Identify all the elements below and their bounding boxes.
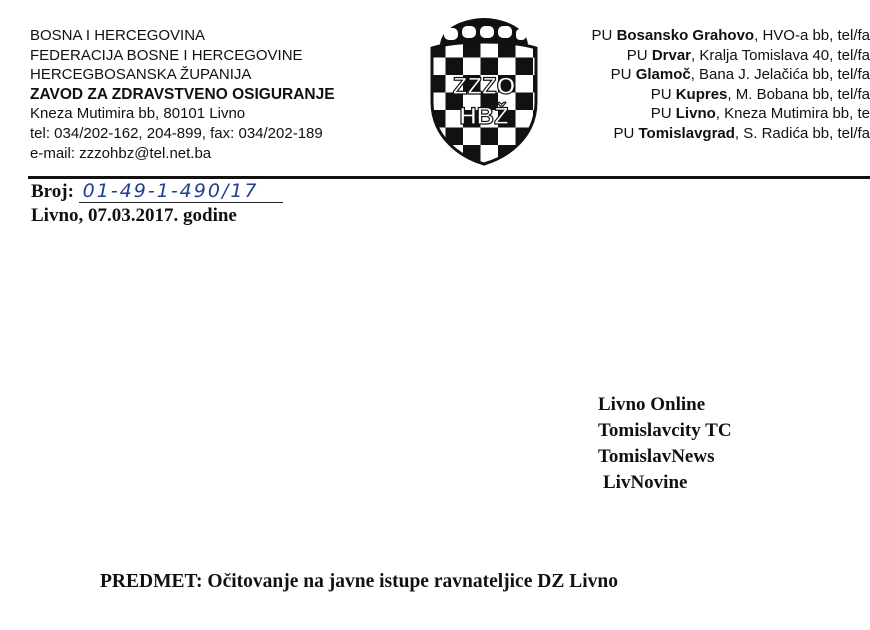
- document-date: Livno, 07.03.2017. godine: [31, 205, 237, 226]
- office-prefix: PU: [650, 85, 676, 103]
- phone-line: tel: 034/202-162, 204-899, fax: 034/202-189: [30, 124, 323, 142]
- office-row: [550, 104, 870, 124]
- email-line: e-mail: zzzohbz@tel.net.ba: [30, 144, 212, 162]
- office-town: Kupres: [675, 85, 728, 103]
- office-town: Livno: [675, 105, 716, 123]
- recipient: Tomislavcity TC: [598, 420, 732, 441]
- checker-square: [516, 58, 534, 76]
- checker-square: [481, 128, 499, 146]
- document-number: [31, 180, 283, 203]
- zzzo-hbz-logo: [418, 12, 550, 172]
- office-prefix: PU: [626, 46, 652, 64]
- checker-square: [516, 93, 534, 111]
- office-town: Drvar: [651, 46, 692, 64]
- logo-text-top: ZZZO: [452, 73, 516, 100]
- branch-offices: [550, 26, 870, 144]
- institution-header: [30, 26, 335, 163]
- header-divider: [28, 176, 870, 179]
- office-details: , M. Bobana bb, tel/fa: [727, 85, 870, 103]
- logo-text-bottom: HBŽ: [459, 103, 509, 130]
- office-row: [550, 85, 870, 105]
- recipients-block: [598, 392, 732, 496]
- checkered-shield-crown-icon: [418, 12, 550, 172]
- subject-line: PREDMET: Očitovanje na javne istupe ravnateljice DZ Livno: [100, 571, 618, 592]
- office-row: [550, 65, 870, 85]
- address-line: Kneza Mutimira bb, 80101 Livno: [30, 105, 246, 123]
- checker-square: [446, 163, 464, 173]
- office-row: [550, 124, 870, 144]
- country-line: BOSNA I HERCEGOVINA: [30, 27, 206, 44]
- office-row: [550, 46, 870, 66]
- number-label: Broj:: [31, 181, 74, 202]
- checker-square: [516, 163, 534, 173]
- recipient: TomislavNews: [598, 446, 715, 467]
- office-town: Glamoč: [635, 66, 691, 84]
- office-details: , S. Radića bb, tel/fa: [734, 124, 870, 142]
- office-prefix: PU: [610, 66, 636, 84]
- office-town: Bosansko Grahovo: [616, 27, 755, 44]
- office-details: , Kneza Mutimira bb, te: [715, 105, 870, 123]
- office-row: [550, 26, 870, 46]
- recipient: LivNovine: [603, 472, 688, 493]
- office-details: , HVO-a bb, tel/fa: [754, 27, 870, 44]
- number-handwritten: 01-49-1-490/17: [79, 180, 283, 203]
- office-details: , Kralja Tomislava 40, tel/fa: [691, 46, 870, 64]
- checker-square: [428, 145, 446, 163]
- office-details: , Bana J. Jelačića bb, tel/fa: [690, 66, 870, 84]
- office-prefix: PU: [591, 27, 617, 44]
- recipient: Livno Online: [598, 394, 706, 415]
- federation-line: FEDERACIJA BOSNE I HERCEGOVINE: [30, 46, 303, 64]
- checker-square: [533, 145, 550, 163]
- office-prefix: PU: [650, 105, 676, 123]
- office-town: Tomislavgrad: [638, 124, 735, 142]
- office-prefix: PU: [613, 124, 639, 142]
- institution-name: ZAVOD ZA ZDRAVSTVENO OSIGURANJE: [30, 85, 335, 103]
- canton-line: HERCEGBOSANSKA ŽUPANIJA: [30, 66, 252, 84]
